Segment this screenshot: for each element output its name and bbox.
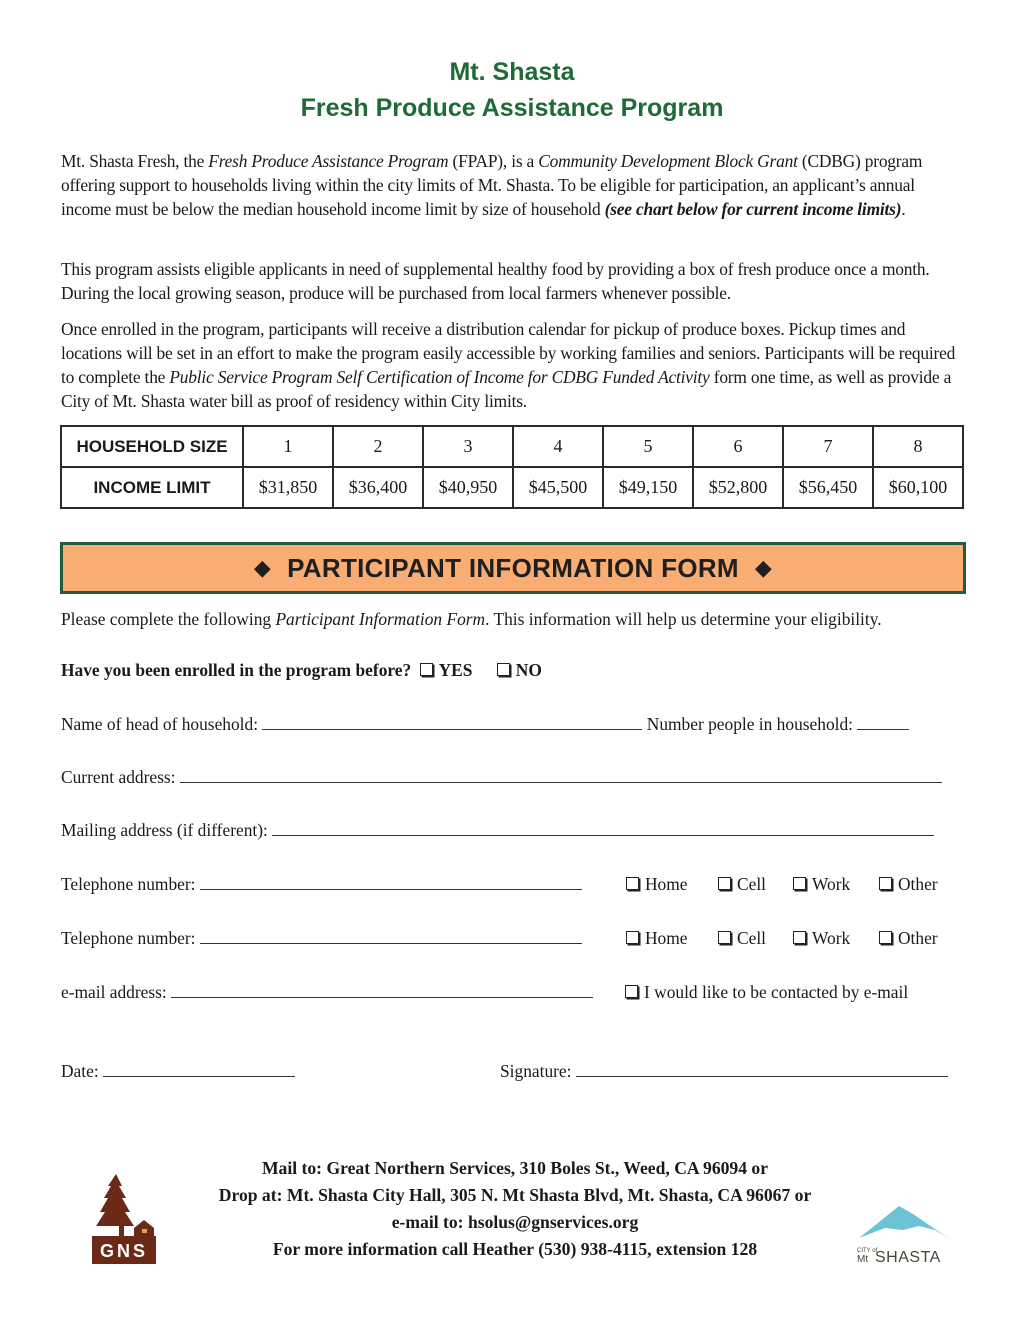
name-row [61,712,909,736]
date-field[interactable] [103,1059,295,1077]
checkbox[interactable] [793,877,806,890]
signature-field[interactable] [576,1059,948,1077]
page-title-line1: Mt. Shasta [449,58,575,86]
phone2-other-option[interactable]: Other [879,926,938,950]
email-label: e-mail address: [61,982,167,1002]
checkbox[interactable] [626,877,639,890]
checkbox[interactable] [879,931,892,944]
phone2-field[interactable] [200,926,582,944]
size-cell: 6 [693,426,783,467]
footer-contact-info [180,1155,850,1263]
checkbox[interactable] [879,877,892,890]
diamond-icon: ◆ [253,555,272,580]
enrolled-yes-label: YES [438,660,473,680]
diamond-icon: ◆ [754,555,773,580]
current-address-row [61,765,942,789]
intro-paragraph-3: Once enrolled in the program, participants will receive a distribution calendar for pickup of produce boxes. Pickup times and locations will be set in an effort to make the program easily accessible by working families and seniors. Participants will be required to complete the Public Service Program Self Certification of Income for CDBG Funded Activity form one time, as well as provide a City of Mt. Shasta water bill as proof of residency within City limits. [61,319,956,411]
email-contact-option[interactable]: I would like to be contacted by e-mail [625,980,908,1004]
phone2-work-option[interactable]: Work [793,926,850,950]
limit-cell: $49,150 [603,467,693,508]
checkbox[interactable] [718,877,731,890]
phone2-home-option[interactable]: Home [626,926,688,950]
svg-text:GNS: GNS [99,1241,149,1261]
form-instructions: Please complete the following Participant Information Form. This information will help us determine your eligibility. [61,609,882,629]
phone2-row [61,926,582,950]
limit-cell: $45,500 [513,467,603,508]
footer-mail-to: Mail to: Great Northern Services, 310 Boles St., Weed, CA 96094 or [261,1158,769,1178]
footer-email-to: e-mail to: hsolus@gnservices.org [391,1212,639,1232]
name-field[interactable] [262,712,642,730]
banner-title: PARTICIPANT INFORMATION FORM [287,552,739,583]
phone1-work-option[interactable]: Work [793,872,850,896]
intro-paragraph-2: This program assists eligible applicants in need of supplemental healthy food by providing a box of fresh produce once a month. During the local growing season, produce will be purchased from local farmers whenever possible. [61,259,930,303]
limit-cell: $60,100 [873,467,963,508]
page-title-line2: Fresh Produce Assistance Program [300,94,724,122]
enrolled-no-checkbox[interactable] [497,663,510,676]
size-cell: 7 [783,426,873,467]
checkbox[interactable] [625,985,638,998]
gns-logo-icon [88,1172,158,1264]
limit-cell: $56,450 [783,467,873,508]
size-cell: 4 [513,426,603,467]
enrolled-question-row [61,658,542,682]
enrolled-yes-checkbox[interactable] [420,663,433,676]
footer-drop-at: Drop at: Mt. Shasta City Hall, 305 N. Mt Shasta Blvd, Mt. Shasta, CA 96067 or [218,1185,812,1205]
size-cell: 1 [243,426,333,467]
signature-row [500,1059,948,1083]
income-limit-table [60,425,964,509]
size-cell: 8 [873,426,963,467]
footer-phone-info: For more information call Heather (530) 938-4115, extension 128 [272,1239,758,1259]
email-row [61,980,593,1004]
current-address-field[interactable] [180,765,942,783]
size-cell: 2 [333,426,423,467]
household-count-label: Number people in household: [646,714,853,734]
limit-cell: $31,850 [243,467,333,508]
name-label: Name of head of household: [61,714,259,734]
household-count-field[interactable] [857,712,909,730]
size-cell: 5 [603,426,693,467]
current-address-label: Current address: [61,767,176,787]
household-size-row [61,426,963,467]
mt-shasta-city-logo-icon [855,1200,955,1270]
phone2-cell-option[interactable]: Cell [718,926,766,950]
phone1-field[interactable] [200,872,582,890]
signature-label: Signature: [500,1061,572,1081]
checkbox[interactable] [718,931,731,944]
phone1-label: Telephone number: [61,874,196,894]
limit-cell: $36,400 [333,467,423,508]
phone1-cell-option[interactable]: Cell [718,872,766,896]
income-limit-row [61,467,963,508]
email-field[interactable] [171,980,593,998]
phone2-label: Telephone number: [61,928,196,948]
income-limit-header: INCOME LIMIT [61,467,243,508]
participant-form-banner [60,542,966,594]
intro-paragraph-1: Mt. Shasta Fresh, the Fresh Produce Assistance Program (FPAP), is a Community Development Block Grant (CDBG) program offering support to households living within the city limits of Mt. Shasta. To be eligible for participation, an applicant’s annual income must be below the median household income limit by size of household (see chart below for current income limits). [61,151,923,219]
date-label: Date: [61,1061,99,1081]
date-row [61,1059,295,1083]
mailing-address-field[interactable] [272,818,934,836]
checkbox[interactable] [626,931,639,944]
phone1-row [61,872,582,896]
size-cell: 3 [423,426,513,467]
svg-text:Mt: Mt [857,1254,869,1265]
enrolled-question: Have you been enrolled in the program before? [61,660,412,680]
mailing-address-row [61,818,934,842]
mailing-address-label: Mailing address (if different): [61,820,268,840]
household-size-header: HOUSEHOLD SIZE [61,426,243,467]
checkbox[interactable] [793,931,806,944]
svg-text:CITY of: CITY of [857,1248,878,1254]
limit-cell: $40,950 [423,467,513,508]
limit-cell: $52,800 [693,467,783,508]
svg-text:SHASTA: SHASTA [875,1249,941,1266]
enrolled-no-label: NO [515,660,542,680]
phone1-home-option[interactable]: Home [626,872,688,896]
phone1-other-option[interactable]: Other [879,872,938,896]
